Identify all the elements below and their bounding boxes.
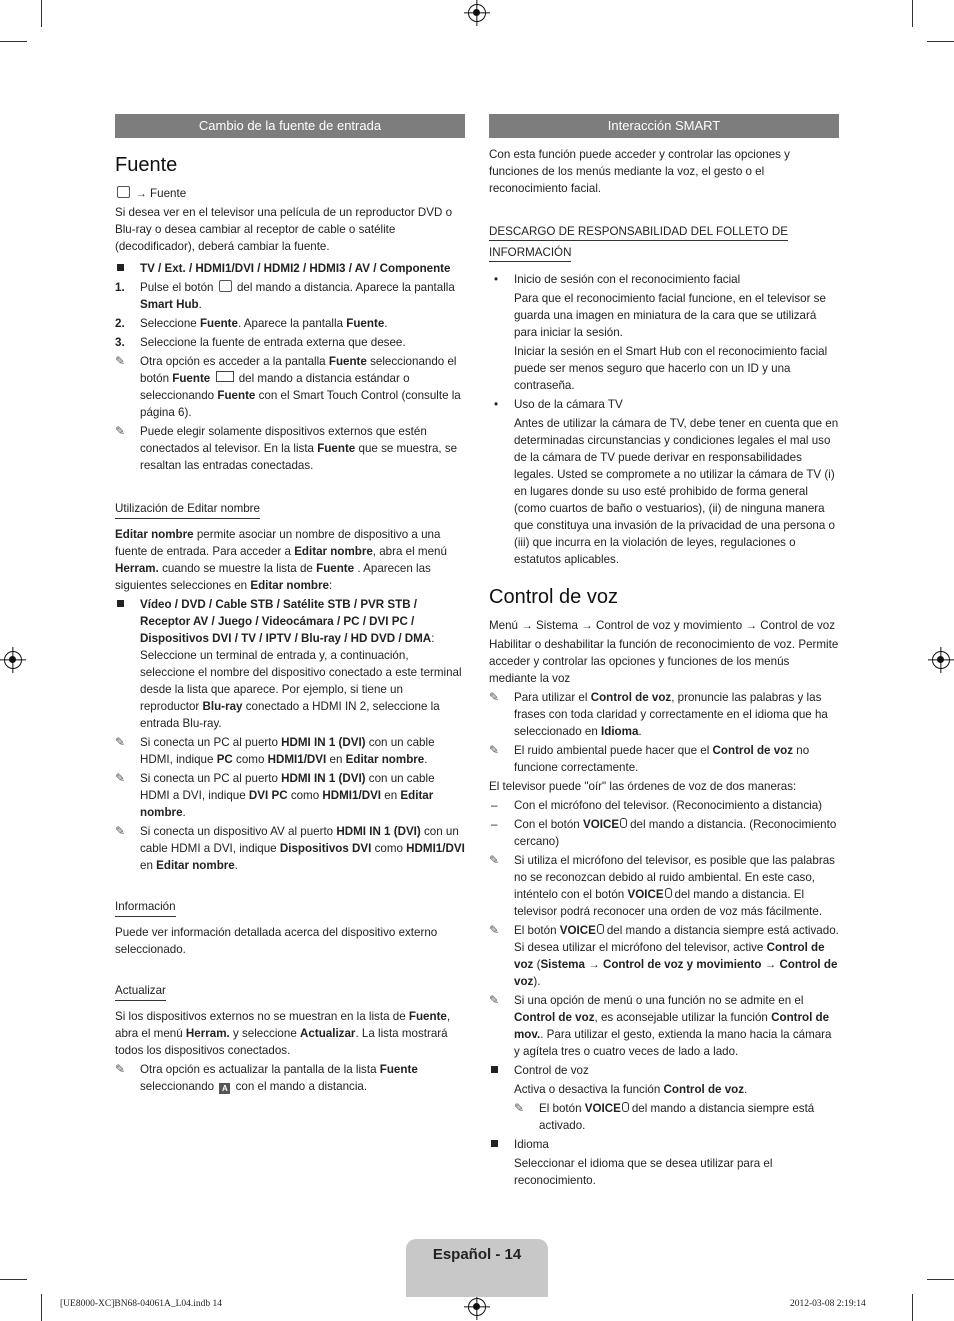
intro-paragraph: Con esta función puede acceder y controlar las opciones y funciones de los menús mediante la voz, el gesto o el reconocimiento facial. [489, 148, 790, 195]
paragraph: Habilitar o deshabilitar la función de reconocimiento de voz. Permite acceder y controlar las opciones y funciones de los menús mediante la voz [489, 638, 839, 685]
setting-item: Idioma [489, 1136, 839, 1153]
subheading: Utilización de Editar nombre [115, 500, 260, 519]
note: ✎ Si conecta un PC al puerto HDMI IN 1 (DVI) con un cable HDMI, indique PC como HDMI1/DVI en Editar nombre. [115, 735, 435, 766]
crop-mark [927, 1279, 954, 1280]
paragraph: Activa o desactiva la función Control de voz. [514, 1083, 748, 1096]
note-pencil-icon: ✎ [489, 690, 500, 704]
bullet-item: • Inicio de sesión con el reconocimiento facial [494, 273, 741, 286]
print-slug-right: 2012-03-08 2:19:14 [790, 1299, 866, 1309]
note: ✎ Otra opción es acceder a la pantalla Fuente seleccionando el botón Fuente del mando a distancia estándar o seleccionando Fuente con el Smart Touch Control (consulte la página 6). [115, 354, 461, 419]
paragraph: Antes de utilizar la cámara de TV, debe tener en cuenta que en determinadas circunstancias y condiciones legales el mal uso de la cámara de TV puede derivar en responsabilidades legales. Usted se compromete a no utilizar la cámara de TV (i) en lugares donde su uso esté prohibido de forma general (como cuartos de baño o vestuarios), (ii) de ninguna manera que constituya una invasión de la privacidad de una persona o (iii) que incurra en la violación de leyes, regulaciones o estatutos aplicables. [514, 417, 839, 566]
crop-mark [912, 1294, 913, 1321]
subheading: Actualizar [115, 982, 166, 1001]
right-column [489, 114, 839, 1191]
step-1: 1. Pulse el botón del mando a distancia. Aparece la pantalla Smart Hub. [115, 281, 455, 311]
page-number-tab [406, 1239, 548, 1297]
step-3: 3. Seleccione la fuente de entrada externa que desee. [115, 336, 406, 349]
note-pencil-icon: ✎ [489, 993, 500, 1007]
note: ✎ Si conecta un PC al puerto HDMI IN 1 (DVI) con un cable HDMI a DVI, indique DVI PC como HDMI1/DVI en Editar nombre. [115, 771, 435, 819]
square-bullet-icon [491, 1066, 498, 1073]
section-bar: Interacción SMART [489, 114, 839, 138]
crop-mark [41, 1294, 42, 1321]
note: ✎ Si una opción de menú o una función no se admite en el Control de voz, es aconsejable utilizar la función Control de mov.. Para utilizar el gesto, extienda la mano hacia la cámara y agítela tres o cuatro veces de lado a lado. [489, 993, 832, 1058]
note: ✎ Puede elegir solamente dispositivos externos que estén conectados al televisor. En la lista Fuente que se muestra, se resaltan las entradas conectadas. [115, 424, 458, 472]
crop-mark [0, 41, 27, 42]
paragraph: Puede ver información detallada acerca del dispositivo externo seleccionado. [115, 926, 438, 956]
note-pencil-icon: ✎ [514, 1101, 525, 1115]
print-slug-left: [UE8000-XC]BN68-04061A_L04.indb 14 [60, 1299, 223, 1309]
registration-mark-icon [468, 1298, 486, 1316]
paragraph: Editar nombre permite asociar un nombre de dispositivo a una fuente de entrada. Para acceder a Editar nombre, abra el menú Herram. cuando se muestre la lista de Fuente . Aparecen las siguientes selecciones en Editar nombre: [115, 528, 447, 592]
microphone-icon [620, 818, 627, 828]
note-pencil-icon: ✎ [489, 853, 500, 867]
note-pencil-icon: ✎ [115, 735, 126, 749]
note: ✎ El ruido ambiental puede hacer que el Control de voz no funcione correctamente. [489, 743, 810, 774]
note: ✎ El botón VOICE del mando a distancia siempre está activado. Si desea utilizar el micrófono del televisor, active Control de voz (Sistema → Control de voz y movimiento → Control de voz). [489, 923, 839, 988]
bullet-item: • Uso de la cámara TV [494, 398, 623, 411]
square-bullet-icon [117, 600, 124, 607]
note: ✎ Para utilizar el Control de voz, pronuncie las palabras y las frases con toda claridad y correctamente en el idioma que ha seleccionado en Idioma. [489, 690, 828, 738]
step-2: 2. Seleccione Fuente. Aparece la pantalla Fuente. [115, 317, 388, 330]
source-list-item: TV / Ext. / HDMI1/DVI / HDMI2 / HDMI3 / AV / Componente [115, 260, 465, 277]
note: ✎ Si utiliza el micrófono del televisor, es posible que las palabras no se reconozcan debido al ruido ambiental. En este caso, inténtelo con el botón VOICE del mando a distancia. El televisor podrá reconocer una orden de voz más fácilmente. [489, 853, 835, 918]
microphone-icon [622, 1102, 629, 1112]
dash-item: – Con el botón VOICE del mando a distancia. (Reconocimiento cercano) [491, 818, 837, 848]
square-bullet-icon [117, 264, 124, 271]
note-pencil-icon: ✎ [115, 424, 126, 438]
registration-mark-icon [932, 651, 950, 669]
microphone-icon [665, 888, 672, 898]
crop-mark [41, 0, 42, 27]
paragraph: Seleccionar el idioma que se desea utilizar para el reconocimiento. [514, 1157, 773, 1187]
a-button-icon: A [219, 1083, 230, 1094]
crop-mark [0, 1279, 27, 1280]
registration-mark-icon [4, 651, 22, 669]
crop-mark [912, 0, 913, 27]
crop-mark [927, 41, 954, 42]
microphone-icon [597, 924, 604, 934]
note: ✎ Otra opción es actualizar la pantalla de la lista Fuente seleccionando A con el mando a distancia. [115, 1062, 418, 1093]
section-heading: Control de voz [489, 586, 618, 608]
paragraph: Iniciar la sesión en el Smart Hub con el reconocimiento facial puede ser menos seguro que hacerlo con un ID y una contraseña. [514, 345, 828, 392]
source-icon [117, 186, 130, 198]
paragraph: Si los dispositivos externos no se muestran en la lista de Fuente, abra el menú Herram. y seleccione Actualizar. La lista mostrará todos los dispositivos conectados. [115, 1010, 451, 1057]
note-pencil-icon: ✎ [115, 771, 126, 785]
paragraph: El televisor puede "oír" las órdenes de voz de dos maneras: [489, 780, 797, 793]
note: ✎ El botón VOICE del mando a distancia siempre está activado. [514, 1101, 815, 1132]
note-pencil-icon: ✎ [115, 354, 126, 368]
square-bullet-icon [491, 1140, 498, 1147]
note-pencil-icon: ✎ [489, 923, 500, 937]
menu-path: → Fuente [115, 185, 465, 202]
menu-path: Menú → Sistema → Control de voz y movimiento → Control de voz [489, 619, 836, 632]
source-icon [219, 280, 232, 292]
registration-mark-icon [468, 4, 486, 22]
subheading: Información [115, 898, 176, 917]
source-button-icon [216, 371, 234, 382]
device-list-item: Vídeo / DVD / Cable STB / Satélite STB / PVR STB / Receptor AV / Juego / Videocámara / PC / DVI PC / Dispositivos DVI / TV / IPTV / Blu-ray / HD DVD / DMA: Seleccione un terminal de entrada y, a continuación, seleccione el nombre del dispositivo conectado a este terminal desde la lista que aparece. Por ejemplo, si tiene un reproductor Blu-ray conectado a HDMI IN 2, seleccione la entrada Blu-ray. [115, 596, 465, 732]
note-pencil-icon: ✎ [115, 824, 126, 838]
left-column [115, 114, 465, 1097]
intro-paragraph: Si desea ver en el televisor una película de un reproductor DVD o Blu-ray o desea cambiar al receptor de cable o satélite (decodificador), deberá cambiar la fuente. [115, 206, 453, 253]
section-bar: Cambio de la fuente de entrada [115, 114, 465, 138]
paragraph: Para que el reconocimiento facial funcione, en el televisor se guarda una imagen en miniatura de la cara que se utilizará para iniciar la sesión. [514, 292, 826, 339]
note-pencil-icon: ✎ [115, 1062, 126, 1076]
page-number: Español - 14 [432, 1246, 522, 1263]
note-pencil-icon: ✎ [489, 743, 500, 757]
note: ✎ Si conecta un dispositivo AV al puerto HDMI IN 1 (DVI) con un cable HDMI a DVI, indique Dispositivos DVI como HDMI1/DVI en Editar nombre. [115, 824, 465, 872]
section-heading: Fuente [115, 154, 178, 176]
disclaimer-heading: DESCARGO DE RESPONSABILIDAD DEL FOLLETO DE INFORMACIÓN [489, 221, 788, 264]
setting-item: Control de voz [489, 1062, 839, 1079]
dash-item: – Con el micrófono del televisor. (Reconocimiento a distancia) [491, 799, 823, 812]
